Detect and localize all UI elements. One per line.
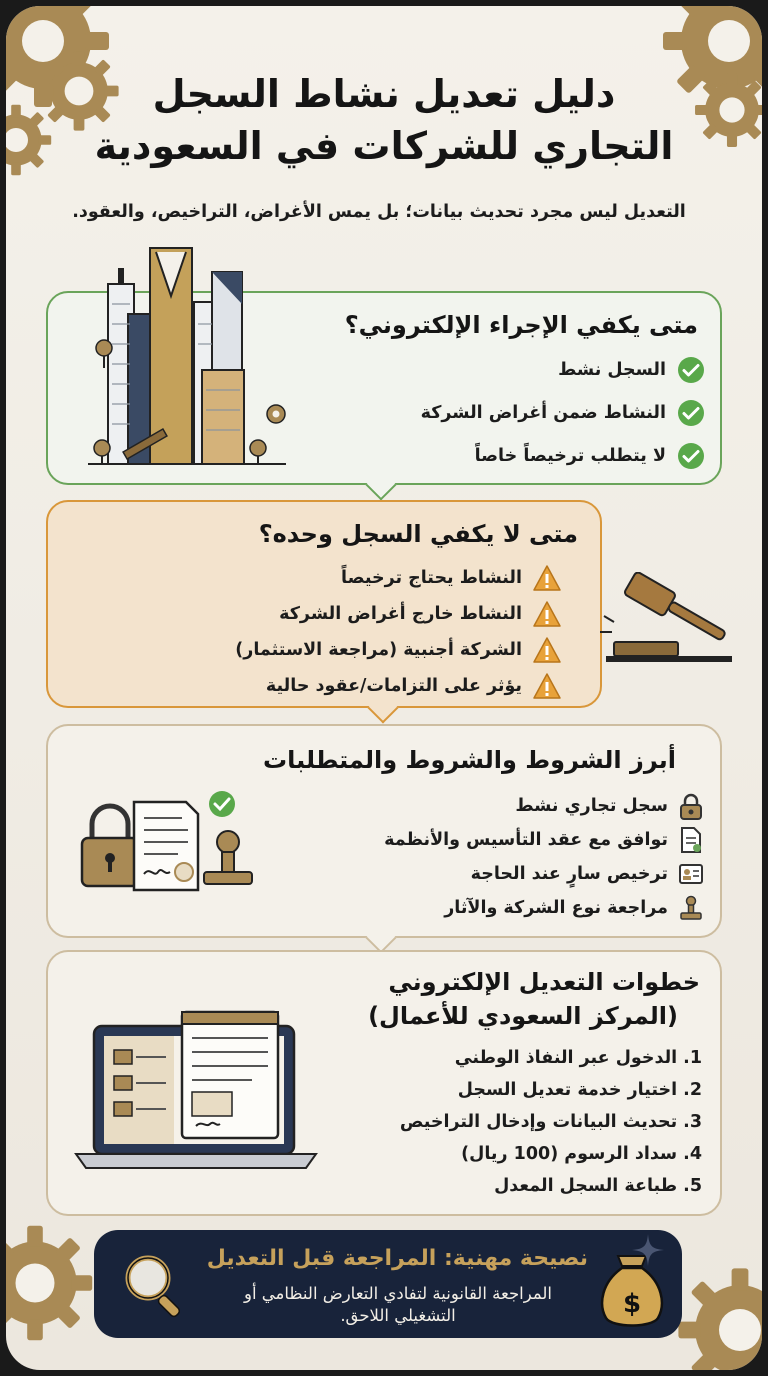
item-label: النشاط خارج أغراض الشركة xyxy=(279,604,522,624)
item-label: الشركة أجنبية (مراجعة الاستثمار) xyxy=(235,640,522,660)
item-label: مراجعة نوع الشركة والآثار xyxy=(444,898,668,918)
item-label: يؤثر على التزامات/عقود حالية xyxy=(265,676,522,696)
step-label: طباعة السجل المعدل xyxy=(494,1176,678,1196)
stamp-icon xyxy=(678,894,704,922)
contract-lock-illustration xyxy=(78,788,278,896)
warning-icon xyxy=(532,672,562,700)
list-item xyxy=(279,600,562,628)
gavel-icon xyxy=(598,572,738,668)
item-label: ترخيص سارٍ عند الحاجة xyxy=(470,864,668,884)
not-enough-title: متى لا يكفي السجل وحده؟ xyxy=(258,520,578,548)
gear-icon xyxy=(6,1218,100,1348)
item-label: سجل تجاري نشط xyxy=(515,796,668,816)
warning-icon xyxy=(532,564,562,592)
step-item xyxy=(455,1048,702,1068)
list-item xyxy=(471,860,704,888)
not-enough-card xyxy=(46,500,602,708)
step-number: 1. xyxy=(683,1048,702,1068)
page-subtitle: التعديل ليس مجرد تحديث بيانات؛ بل يمس الأغراض، التراخيص، والعقود. xyxy=(72,202,686,222)
step-item xyxy=(458,1080,702,1100)
item-label: النشاط ضمن أغراض الشركة xyxy=(420,403,666,423)
step-number: 5. xyxy=(683,1176,702,1196)
steps-title-line-1: خطوات التعديل الإلكتروني xyxy=(388,968,700,996)
list-item xyxy=(235,636,562,664)
list-item xyxy=(341,564,562,592)
check-circle-icon xyxy=(676,355,706,385)
check-circle-icon xyxy=(676,398,706,428)
magnifier-icon xyxy=(120,1250,190,1320)
item-label: النشاط يحتاج ترخيصاً xyxy=(341,568,522,588)
list-item xyxy=(421,398,706,428)
step-label: الدخول عبر النفاذ الوطني xyxy=(454,1048,678,1068)
title-line-2: التجاري للشركات في السعودية xyxy=(94,124,674,168)
warning-icon xyxy=(532,636,562,664)
list-item xyxy=(558,355,706,385)
step-label: اختيار خدمة تعديل السجل xyxy=(457,1080,678,1100)
warning-icon xyxy=(532,600,562,628)
step-item xyxy=(400,1112,702,1132)
item-label: لا يتطلب ترخيصاً خاصاً xyxy=(474,446,666,466)
gear-icon xyxy=(670,1260,762,1370)
tip-text: المراجعة القانونية لتفادي التعارض النظامي أو التشغيلي اللاحق. xyxy=(243,1284,553,1325)
step-item xyxy=(461,1144,702,1164)
id-card-icon xyxy=(678,860,704,888)
page-title xyxy=(66,68,702,172)
list-item xyxy=(384,826,704,854)
requirements-title: أبرز الشروط والشروط والمتطلبات xyxy=(263,746,676,774)
title-line-1: دليل تعديل نشاط السجل xyxy=(152,72,616,116)
step-number: 3. xyxy=(683,1112,702,1132)
gear-icon xyxy=(6,100,56,180)
step-number: 2. xyxy=(683,1080,702,1100)
list-item xyxy=(475,441,706,471)
electronic-title: متى يكفي الإجراء الإلكتروني؟ xyxy=(344,311,698,339)
sparkle-icon xyxy=(632,1234,664,1266)
list-item xyxy=(444,894,704,922)
list-item xyxy=(515,792,704,820)
lock-icon xyxy=(678,792,704,820)
list-item xyxy=(266,672,562,700)
step-label: تحديث البيانات وإدخال التراخيص xyxy=(399,1112,678,1132)
step-item xyxy=(494,1176,702,1196)
document-icon xyxy=(678,826,704,854)
item-label: توافق مع عقد التأسيس والأنظمة xyxy=(384,830,668,850)
steps-title-line-2: (المركز السعودي للأعمال) xyxy=(368,1002,678,1030)
skyline-illustration xyxy=(82,244,292,470)
step-number: 4. xyxy=(683,1144,702,1164)
laptop-icon xyxy=(72,1010,320,1176)
tip-box xyxy=(94,1230,682,1338)
check-circle-icon xyxy=(676,441,706,471)
svg-text:$: $ xyxy=(622,1289,642,1319)
infographic-page xyxy=(6,6,762,1370)
item-label: السجل نشط xyxy=(558,360,666,380)
step-label: سداد الرسوم (100 ريال) xyxy=(461,1144,678,1164)
tip-title: نصيحة مهنية: المراجعة قبل التعديل xyxy=(206,1246,588,1271)
